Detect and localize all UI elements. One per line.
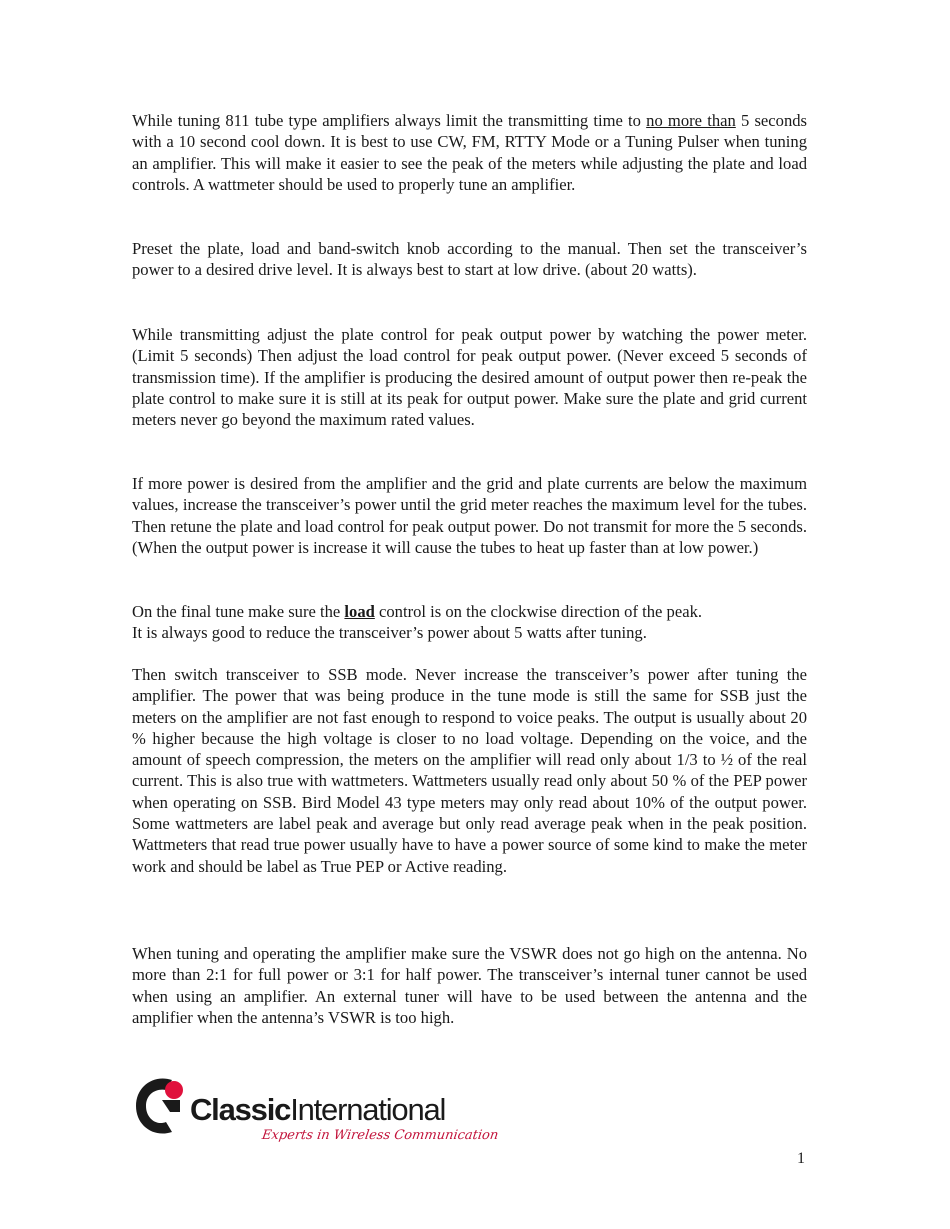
paragraph-preset: Preset the plate, load and band-switch knob according to the manual. Then set the transceiver’s power to a desired drive level. It is always best to start at low drive. (about 20 watts). <box>132 239 807 280</box>
paragraph-tuning-limit <box>132 110 807 195</box>
company-logo <box>132 1070 500 1160</box>
text: It is always good to reduce the transceiver’s power about 5 watts after tuning. <box>132 623 647 643</box>
paragraph-ssb-mode: Then switch transceiver to SSB mode. Never increase the transceiver’s power after tuning the amplifier. The power that was being produce in the tune mode is still the same for SSB just the meters on the amplifier are not fast enough to respond to voice peaks. The output is usually about 20 % higher because the high voltage is closer to no load voltage. Depending on the voice, and the amount of speech compression, the meters on the amplifier will read only about 1/3 to ½ of the real current. This is also true with wattmeters. Wattmeters usually read only about 50 % of the PEP power when operating on SSB. Bird Model 43 type meters may only read about 10% of the output power. Some wattmeters are label peak and average but only read average peak when in the peak position. Wattmeters that read true power usually have to have a power source of some kind to make the meter work and should be label as True PEP or Active reading. <box>132 665 807 876</box>
brand-name <box>190 1092 445 1128</box>
text: 5 seconds with a 10 second cool down. It is best to use CW, FM, RTTY Mode or a Tuning Pulser when tuning an amplifier. This will make it easier to see the peak of the meters while adjusting the plate and load controls. A wattmeter should be used to properly tune an amplifier. <box>132 111 807 194</box>
tagline: Experts in Wireless Communication <box>260 1128 500 1143</box>
brand-bold: Classic <box>190 1092 291 1127</box>
paragraph-transmitting-adjust: While transmitting adjust the plate control for peak output power by watching the power meter. (Limit 5 seconds) Then adjust the load control for peak output power. (Never exceed 5 seconds of transmission time). If the amplifier is producing the desired amount of output power then re-peak the plate control to make sure it is still at its peak for output power. Make sure the plate and grid current meters never go beyond the maximum rated values. <box>132 325 807 430</box>
logo-mark-icon <box>132 1070 192 1142</box>
paragraph-more-power: If more power is desired from the amplifier and the grid and plate currents are below the maximum values, increase the transceiver’s power until the grid meter reaches the maximum level for the tubes. Then retune the plate and load control for peak output power. Do not transmit for more the 5 seconds. (When the output power is increase it will cause the tubes to heat up faster than at low power.) <box>132 474 807 557</box>
text: control is on the clockwise direction of the peak. <box>374 602 703 621</box>
paragraph-final-tune <box>132 601 807 644</box>
page-number: 1 <box>797 1150 805 1167</box>
text: While tuning 811 tube type amplifiers always limit the transmitting time to <box>132 111 647 130</box>
underlined-text: no more than <box>646 111 736 130</box>
text: On the final tune make sure the <box>132 602 345 621</box>
underlined-bold-text: load <box>344 602 375 621</box>
brand-regular: International <box>290 1092 446 1127</box>
paragraph-vswr: When tuning and operating the amplifier make sure the VSWR does not go high on the antenna. No more than 2:1 for full power or 3:1 for half power. The transceiver’s internal tuner cannot be used when using an amplifier. An external tuner will have to be used between the antenna and the amplifier when the antenna’s VSWR is too high. <box>132 944 807 1027</box>
